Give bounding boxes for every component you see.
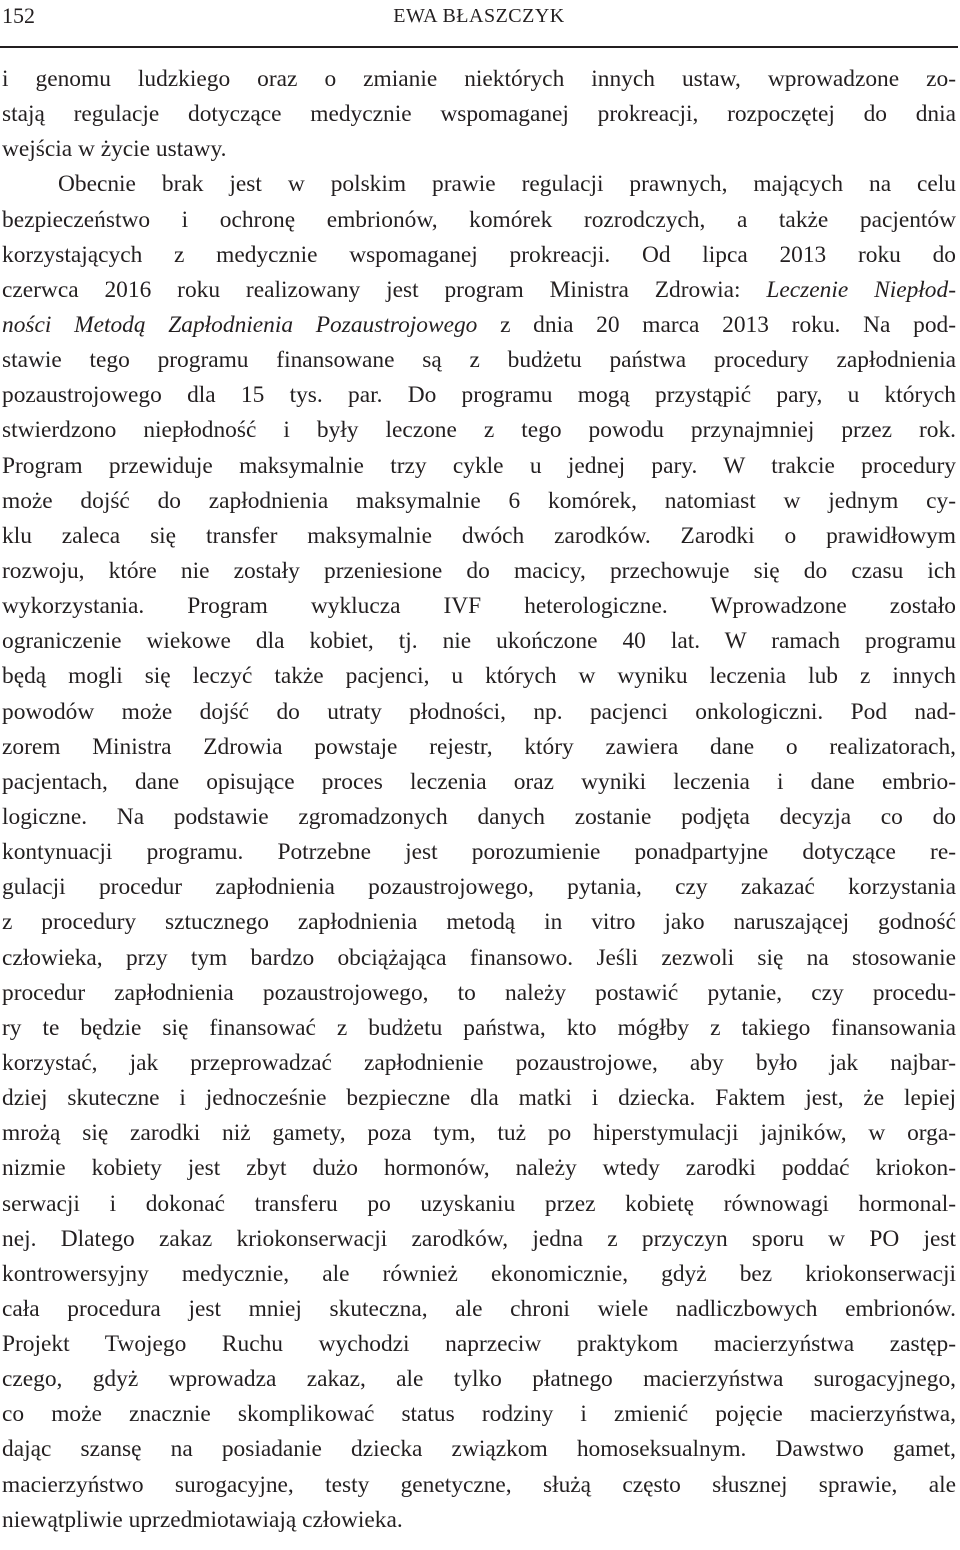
running-head [0, 0, 958, 48]
text-line [2, 1151, 956, 1186]
text-line [2, 1257, 956, 1292]
text-segment: stwierdzono niepłodność i były leczone z tego powodu przynajmniej przez rok. [2, 417, 956, 444]
text-segment: co może znacznie skomplikować status rodziny i zmienić pojęcie macierzyństwa, [2, 1401, 956, 1428]
text-segment: rozwoju, które nie zostały przeniesione do macicy, przechowuje się do czasu ich [2, 557, 956, 584]
text-line [2, 413, 956, 448]
text-segment: wejścia w życie ustawy. [2, 136, 227, 163]
text-segment: korzystać, jak przeprowadzać zapłodnienie pozaustrojowe, aby było jak najbar- [2, 1049, 956, 1076]
text-segment: stawie tego programu finansowane są z budżetu państwa procedury zapłodnienia [2, 347, 956, 374]
text-line [2, 132, 956, 167]
text-line [2, 62, 956, 97]
text-segment: Projekt Twojego Ruchu wychodzi naprzeciw praktykom macierzyństwa zastęp- [2, 1331, 956, 1358]
text-segment: Program przewiduje maksymalnie trzy cykle u jednej pary. W trakcie procedury [2, 452, 956, 479]
text-segment: Obecnie brak jest w polskim prawie regulacji prawnych, mających na celu [58, 171, 956, 198]
text-line [2, 1081, 956, 1116]
text-line [2, 800, 956, 835]
text-line [2, 343, 956, 378]
text-line [2, 730, 956, 765]
text-segment: czerwca 2016 roku realizowany jest program Ministra Zdrowia: [2, 276, 767, 303]
text-segment: i genomu ludzkiego oraz o zmianie niektórych innych ustaw, wprowadzone zo- [2, 66, 956, 92]
text-line [2, 308, 956, 343]
text-line [2, 976, 956, 1011]
text-line [2, 1362, 956, 1397]
text-segment: może dojść do zapłodnienia maksymalnie 6 komórek, natomiast w jednym cy- [2, 487, 956, 514]
text-segment: nizmie kobiety jest zbyt dużo hormonów, należy wtedy zarodki poddać kriokon- [2, 1155, 956, 1182]
text-segment: będą mogli się leczyć także pacjenci, u których w wyniku leczenia lub z innych [2, 663, 956, 690]
text-segment: mrożą się zarodki niż gamety, poza tym, tuż po hiperstymulacji jajników, w orga- [2, 1120, 956, 1147]
program-title-italic: Leczenie Niepłod- [766, 276, 956, 303]
text-segment: zorem Ministra Zdrowia powstaje rejestr, który zawiera dane o realizatorach, [2, 733, 956, 760]
text-segment: dziej skuteczne i jednocześnie bezpieczne dla matki i dziecka. Faktem jest, że lepiej [2, 1085, 956, 1112]
text-line [2, 1327, 956, 1362]
running-title: EWA BŁASZCZYK [393, 5, 565, 27]
text-segment: człowieka, przy tym bardzo obciążająca finansowo. Jeśli zezwoli się na stosowanie [2, 944, 956, 971]
text-line [2, 941, 956, 976]
text-line [2, 1292, 956, 1327]
text-line [2, 484, 956, 519]
text-segment: czego, gdyż wprowadza zakaz, ale tylko płatnego macierzyństwa surogacyjnego, [2, 1366, 956, 1393]
text-line [2, 1116, 956, 1151]
text-segment: pacjentach, dane opisujące proces leczenia oraz wyniki leczenia i dane embrio- [2, 768, 956, 795]
text-line [2, 97, 956, 132]
text-segment: cała procedura jest mniej skuteczna, ale chroni wiele nadliczbowych embrionów. [2, 1295, 956, 1322]
text-line [2, 378, 956, 413]
text-segment: pozaustrojowego dla 15 tys. par. Do programu mogą przystąpić pary, u których [2, 382, 956, 409]
text-segment: gulacji procedur zapłodnienia pozaustrojowego, pytania, czy zakazać korzystania [2, 874, 956, 901]
text-segment: macierzyństwo surogacyjne, testy genetyczne, służą często słusznej sprawie, ale [2, 1471, 956, 1498]
text-segment: dając szansę na posiadanie dziecka związkom homoseksualnym. Dawstwo gamet, [2, 1436, 956, 1463]
text-segment: procedur zapłodnienia pozaustrojowego, to należy postawić pytanie, czy procedu- [2, 979, 956, 1006]
text-segment: ry te będzie się finansować z budżetu państwa, kto mógłby z takiego finansowania [2, 1014, 956, 1041]
text-segment: korzystających z medycznie wspomaganej prokreacji. Od lipca 2013 roku do [2, 241, 956, 268]
text-line [2, 203, 956, 238]
text-line [2, 167, 956, 202]
text-line [2, 1222, 956, 1257]
text-line [2, 624, 956, 659]
body-text [2, 62, 956, 1538]
text-line [2, 1011, 956, 1046]
text-line [2, 1397, 956, 1432]
text-segment: wykorzystania. Program wyklucza IVF heterologiczne. Wprowadzone zostało [2, 593, 956, 620]
text-segment: ograniczenie wiekowe dla kobiet, tj. nie ukończone 40 lat. W ramach programu [2, 628, 956, 655]
text-line [2, 765, 956, 800]
text-line [2, 870, 956, 905]
text-segment: z dnia 20 marca 2013 roku. Na pod- [477, 311, 956, 338]
text-segment: powodów może dojść do utraty płodności, np. pacjenci onkologiczni. Pod nad- [2, 698, 956, 725]
text-segment: nej. Dlatego zakaz kriokonserwacji zarodków, jedna z przyczyn sporu w PO jest [2, 1225, 956, 1252]
text-line [2, 589, 956, 624]
text-line [2, 1503, 956, 1538]
program-title-italic: ności Metodą Zapłodnienia Pozaustrojowego [2, 311, 478, 338]
text-line [2, 554, 956, 589]
text-line [2, 905, 956, 940]
text-segment: logiczne. Na podstawie zgromadzonych danych zostanie podjęta decyzja co do [2, 803, 956, 830]
text-segment: serwacji i dokonać transferu po uzyskaniu przez kobietę równowagi hormonal- [2, 1190, 956, 1217]
text-line [2, 835, 956, 870]
text-line [2, 519, 956, 554]
text-line [2, 1187, 956, 1222]
text-line [2, 1468, 956, 1503]
text-line [2, 1432, 956, 1467]
page-number: 152 [2, 3, 35, 28]
text-line [2, 659, 956, 694]
text-segment: stają regulacje dotyczące medycznie wspomaganej prokreacji, rozpoczętej do dnia [2, 101, 956, 128]
text-segment: kontrowersyjny medycznie, ale również ekonomicznie, gdyż bez kriokonserwacji [2, 1260, 956, 1287]
text-line [2, 695, 956, 730]
text-line [2, 449, 956, 484]
text-segment: niewątpliwie uprzedmiotawiają człowieka. [2, 1506, 403, 1533]
text-line [2, 238, 956, 273]
text-segment: bezpieczeństwo i ochronę embrionów, komórek rozrodczych, a także pacjentów [2, 206, 956, 233]
text-segment: klu zaleca się transfer maksymalnie dwóch zarodków. Zarodki o prawidłowym [2, 522, 956, 549]
text-line [2, 273, 956, 308]
text-segment: kontynuacji programu. Potrzebne jest porozumienie ponadpartyjne dotyczące re- [2, 839, 956, 866]
text-line [2, 1046, 956, 1081]
text-segment: z procedury sztucznego zapłodnienia metodą in vitro jako naruszającej godność [2, 909, 956, 936]
